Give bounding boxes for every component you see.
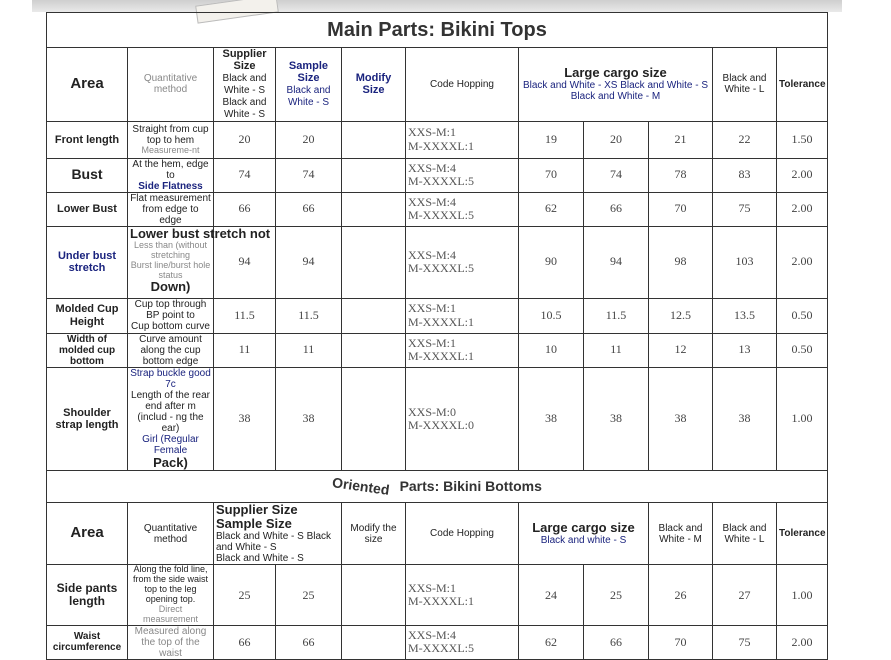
header-sample	[276, 48, 342, 122]
code-line-1: XXS-M:4	[408, 194, 457, 209]
row-modify	[342, 333, 406, 367]
top-edge-strip	[32, 0, 842, 12]
row-c4: 13	[713, 333, 777, 367]
header-cargo-m: Black and White - M	[649, 502, 713, 565]
row-c3: 78	[649, 158, 713, 192]
row-c3: 21	[649, 121, 713, 158]
header-cargo	[519, 502, 649, 565]
row-method	[128, 121, 214, 158]
row-tolerance: 0.50	[777, 333, 828, 367]
bottoms-header-row	[47, 502, 828, 565]
size-chart-table	[46, 12, 828, 660]
row-c3: 12.5	[649, 298, 713, 333]
row-modify	[342, 158, 406, 192]
code-line-2: M-XXXXL:5	[408, 641, 474, 656]
row-code	[406, 333, 519, 367]
header-sample-label: Sample Size	[288, 60, 329, 85]
row-c2: 38	[584, 367, 649, 470]
row-c4: 83	[713, 158, 777, 192]
bottoms-row-waist	[47, 625, 828, 659]
header-cargo-l: Black and White - L	[713, 48, 777, 122]
row-modify	[342, 226, 406, 298]
row-code	[406, 158, 519, 192]
row-method-note: Measureme-nt	[141, 144, 200, 155]
row-sample: 66	[276, 192, 342, 226]
row-modify	[342, 367, 406, 470]
tops-row-bust	[47, 158, 828, 192]
row-sample: 25	[276, 565, 342, 625]
row-tolerance: 1.50	[777, 121, 828, 158]
row-c2: 66	[584, 192, 649, 226]
overlay-down-label: Down)	[150, 279, 191, 295]
row-code	[406, 625, 519, 659]
header-supplier	[214, 48, 276, 122]
overlay-stretch-label: Lower bust stretch not	[130, 225, 271, 241]
row-c1: 10	[519, 333, 584, 367]
bottoms-title-cell	[47, 470, 828, 502]
header-cargo	[519, 48, 713, 122]
code-line-2: M-XXXXL:5	[408, 208, 474, 223]
row-sample: 66	[276, 625, 342, 659]
row-sample: 11.5	[276, 298, 342, 333]
header-modify: Modify the size	[342, 502, 406, 565]
bottoms-title-row	[47, 470, 828, 502]
code-line-2: M-XXXXL:0	[408, 417, 474, 432]
header-cargo-s: Black and white - S	[540, 535, 627, 547]
row-sample: 94	[276, 226, 342, 298]
row-method	[128, 298, 214, 333]
row-supplier: 66	[214, 192, 276, 226]
header-supplier-size: Black and White - S Black and White - S	[216, 531, 332, 554]
row-tolerance: 1.00	[777, 565, 828, 625]
row-method-text: Flat measurement from edge to edge	[130, 192, 211, 226]
row-method-note: Burst line/burst hole status	[130, 259, 211, 280]
row-method-note: Cup bottom curve	[131, 321, 210, 333]
tops-title: Main Parts: Bikini Tops	[47, 13, 828, 48]
row-supplier: 20	[214, 121, 276, 158]
row-area: Molded Cup Height	[47, 298, 128, 333]
tops-row-under-bust-stretch	[47, 226, 828, 298]
code-line-2: M-XXXXL:1	[408, 138, 474, 153]
header-sample-size: Black and White - S	[286, 85, 331, 109]
bottoms-title: Parts: Bikini Bottoms	[399, 477, 542, 494]
row-area: Side pants length	[47, 565, 128, 625]
row-c1: 10.5	[519, 298, 584, 333]
row-supplier: 94	[214, 226, 276, 298]
overlay-girl-label: Girl (Regular Female	[142, 433, 199, 456]
row-method-text: Less than (without stretching	[133, 239, 208, 260]
code-line-1: XXS-M:4	[408, 247, 457, 262]
tops-row-molded-cup-height	[47, 298, 828, 333]
row-c1: 62	[519, 625, 584, 659]
tops-header-row	[47, 48, 828, 122]
row-method-text: Curve amount along the cup bottom edge	[139, 333, 202, 367]
row-tolerance: 0.50	[777, 298, 828, 333]
header-supplier-label: Supplier Size	[222, 48, 267, 73]
header-cargo-label: Large cargo size	[564, 65, 667, 81]
row-c3: 70	[649, 192, 713, 226]
row-c2: 94	[584, 226, 649, 298]
header-tolerance: Tolerance	[777, 48, 828, 122]
row-modify	[342, 192, 406, 226]
row-c2: 25	[584, 565, 649, 625]
row-method-text: Strap buckle good 7c	[130, 367, 211, 390]
row-modify	[342, 565, 406, 625]
code-line-2: M-XXXXL:5	[408, 261, 474, 276]
bottoms-oriented-label: Oriented	[331, 473, 391, 498]
row-method	[128, 565, 214, 625]
code-line-1: XXS-M:0	[408, 404, 457, 419]
row-method-text: Measured along the top of the waist	[134, 625, 207, 659]
row-supplier: 11	[214, 333, 276, 367]
row-tolerance: 2.00	[777, 625, 828, 659]
header-modify	[342, 48, 406, 122]
row-supplier: 25	[214, 565, 276, 625]
row-method-text: At the hem, edge to	[132, 158, 209, 181]
row-modify	[342, 625, 406, 659]
row-area: Waist circumference	[47, 625, 128, 659]
header-tolerance: Tolerance	[777, 502, 828, 565]
header-area: Area	[47, 502, 128, 565]
row-c4: 103	[713, 226, 777, 298]
row-method-note: Length of the rear end after m (includ - ng the ear)	[131, 389, 210, 434]
header-sample-size: Black and White - S	[216, 553, 304, 565]
tops-row-front-length	[47, 121, 828, 158]
row-supplier: 11.5	[214, 298, 276, 333]
row-c1: 90	[519, 226, 584, 298]
row-code	[406, 298, 519, 333]
row-c3: 12	[649, 333, 713, 367]
code-line-2: M-XXXXL:1	[408, 314, 474, 329]
tops-title-row	[47, 13, 828, 48]
code-line-2: M-XXXXL:1	[408, 594, 474, 609]
row-modify	[342, 298, 406, 333]
row-tolerance: 2.00	[777, 192, 828, 226]
row-c3: 70	[649, 625, 713, 659]
row-c4: 27	[713, 565, 777, 625]
row-c4: 75	[713, 625, 777, 659]
tops-row-cup-bottom-width	[47, 333, 828, 367]
row-method	[128, 625, 214, 659]
row-sample: 20	[276, 121, 342, 158]
row-code	[406, 121, 519, 158]
row-area: Width of molded cup bottom	[47, 333, 128, 367]
row-supplier: 38	[214, 367, 276, 470]
row-c3: 38	[649, 367, 713, 470]
header-code: Code Hopping	[406, 48, 519, 122]
row-supplier: 74	[214, 158, 276, 192]
header-supplier-sample	[214, 502, 342, 565]
row-tolerance: 2.00	[777, 226, 828, 298]
row-sample: 11	[276, 333, 342, 367]
bottoms-row-side-pants-length	[47, 565, 828, 625]
row-c4: 22	[713, 121, 777, 158]
overlay-pack-label: Pack)	[153, 454, 188, 470]
code-line-2: M-XXXXL:1	[408, 349, 474, 364]
row-method-text: Along the fold line, from the side waist top to the leg opening top.	[132, 564, 209, 605]
row-area: Lower Bust	[47, 192, 128, 226]
row-c1: 62	[519, 192, 584, 226]
row-c1: 38	[519, 367, 584, 470]
header-cargo-label: Large cargo size	[532, 520, 635, 535]
row-tolerance: 2.00	[777, 158, 828, 192]
code-line-1: XXS-M:4	[408, 160, 457, 175]
header-cargo-sizes: Black and White - XS Black and White - S Black and White - M	[522, 80, 709, 103]
row-c1: 70	[519, 158, 584, 192]
row-c2: 74	[584, 158, 649, 192]
header-area: Area	[47, 48, 128, 122]
row-method-note: Direct measurement	[142, 604, 199, 624]
header-supplier-label: Supplier Size	[216, 501, 298, 517]
row-sample: 38	[276, 367, 342, 470]
row-method-text: Cup top through BP point to	[134, 299, 207, 322]
row-c4: 38	[713, 367, 777, 470]
row-code	[406, 192, 519, 226]
row-c2: 66	[584, 625, 649, 659]
row-c1: 24	[519, 565, 584, 625]
row-c3: 26	[649, 565, 713, 625]
row-c2: 11.5	[584, 298, 649, 333]
code-line-2: M-XXXXL:5	[408, 174, 474, 189]
row-tolerance: 1.00	[777, 367, 828, 470]
row-method	[128, 333, 214, 367]
header-modify-label: Modify Size	[355, 72, 392, 97]
code-line-1: XXS-M:1	[408, 580, 457, 595]
row-method-text: Straight from cup top to hem	[132, 123, 209, 146]
code-line-1: XXS-M:4	[408, 628, 457, 643]
size-chart-sheet	[46, 12, 827, 660]
row-area: Under bust stretch	[47, 226, 128, 298]
row-c2: 20	[584, 121, 649, 158]
row-area: Bust	[47, 158, 128, 192]
row-area: Shoulder strap length	[47, 367, 128, 470]
row-method	[128, 192, 214, 226]
header-cargo-l: Black and White - L	[713, 502, 777, 565]
row-method-note: Side Flatness	[138, 180, 203, 192]
tops-row-shoulder-strap	[47, 367, 828, 470]
code-line-1: XXS-M:1	[408, 125, 457, 140]
row-code	[406, 226, 519, 298]
tops-row-lower-bust	[47, 192, 828, 226]
row-area: Front length	[47, 121, 128, 158]
row-code	[406, 565, 519, 625]
row-c2: 11	[584, 333, 649, 367]
row-sample: 74	[276, 158, 342, 192]
header-method: Quantitative method	[128, 502, 214, 565]
header-supplier-size: Black and White - S Black and White - S	[222, 73, 267, 121]
code-line-1: XXS-M:1	[408, 335, 457, 350]
row-method	[128, 158, 214, 192]
row-c4: 75	[713, 192, 777, 226]
header-code: Code Hopping	[406, 502, 519, 565]
row-code	[406, 367, 519, 470]
row-modify	[342, 121, 406, 158]
row-c4: 13.5	[713, 298, 777, 333]
header-sample-label: Sample Size	[216, 516, 292, 532]
row-c1: 19	[519, 121, 584, 158]
row-supplier: 66	[214, 625, 276, 659]
header-method: Quantitative method	[128, 48, 214, 122]
code-line-1: XXS-M:1	[408, 301, 457, 316]
row-c3: 98	[649, 226, 713, 298]
row-method	[128, 367, 214, 470]
